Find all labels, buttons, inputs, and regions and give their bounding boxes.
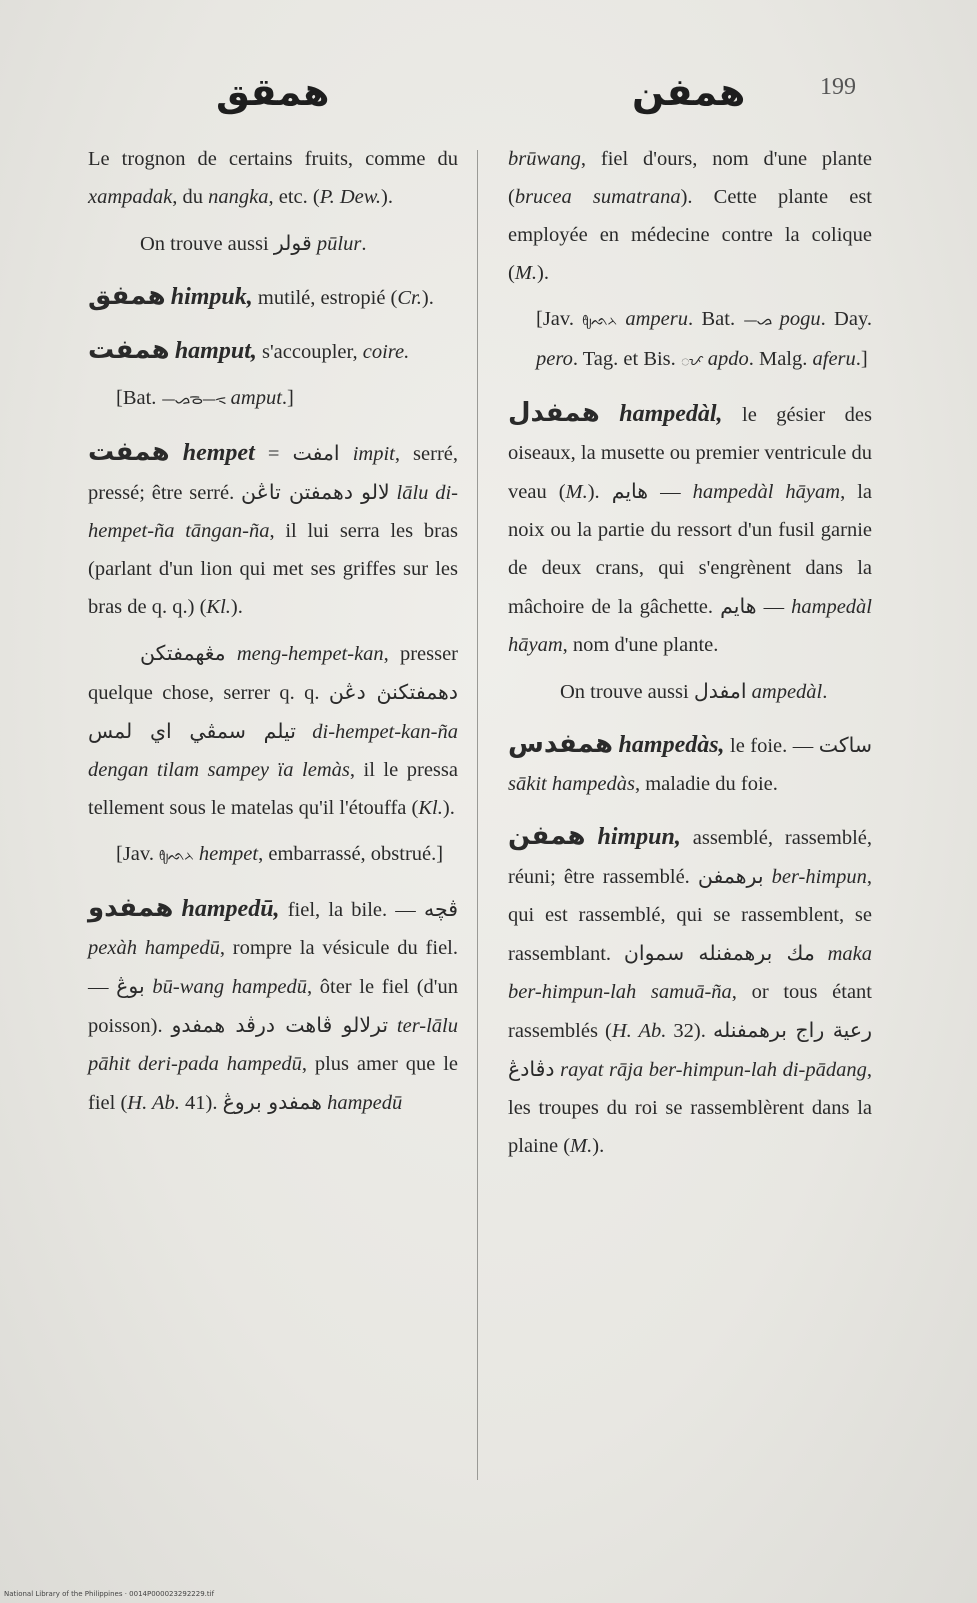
entry-meng-hempet-kan: مڠهمفتكن meng-hempet-kan, presser quelque chose, serrer q. q. دهمفتكنڽ دڠن تيلم سمڤي اي لمس di-hempet-kan-ña dengan tilam sampey ïa lemàs, il le pressa tellement sous le matelas qu'il l'étouffa (Kl.). — [88, 641, 459, 819]
right-column — [508, 140, 872, 1179]
scan-footer: National Library of the Philippines · 0014P000023292229.tif — [4, 1590, 215, 1598]
entry-continuation: Le trognon de certains fruits, comme du xampadak, du nangka, etc. (P. Dew.). — [88, 148, 458, 208]
entry-himpuk: همفق himpuk, mutilé, estropié (Cr.). — [88, 281, 434, 311]
entry-hampedal: همفدل hampedàl, le gésier des oiseaux, la musette ou premier ventricule du veau (M.). هايم — hampedàl hāyam, la noix ou la partie du ressort d'un fusil garnie de deux crans, qui s'engrènent dans la mâchoire de la gâchette. هايم — hampedàl hāyam, nom d'une plante. — [508, 398, 873, 656]
left-column — [88, 140, 458, 1136]
column-divider — [477, 150, 478, 1480]
entry-hampedu-continued: brūwang, fiel d'ours, nom d'une plante (brucea sumatrana). Cette plante est employée en médecine contre la colique (M.). — [508, 148, 872, 284]
entry-hamput-bat: [Bat. —ᯀᯉ—ᯑ amput.] — [116, 387, 294, 409]
entry-hampedas: همفدس hampedàs, le foie. — ساكت sākit hampedàs, maladie du foie. — [508, 729, 873, 795]
entry-note: On trouve aussi قولر pūlur. — [140, 231, 367, 255]
entry-hampedu-cognates: [Jav. ᦿᨒᨂ amperu. Bat. —ᯀ pogu. Day. pero. Tag. et Bis. ᜀᜉ apdo. Malg. aferu.] — [536, 308, 872, 370]
entry-himpun: همفن himpun, assemblé, rassemblé, réuni; être rassemblé. برهمفن ber-himpun, qui est rassemblé, qui se rassemblent, se rassemblant. مك برهمفنله سموان maka ber-himpun-lah samuā-ña, or tous étant rassemblés (H. Ab. 32). رعية راج برهمفنله دڤادڠ rayat rāja ber-himpun-lah di-pādang, les troupes du roi se rassemblèrent dans la plaine (M.). — [508, 821, 873, 1157]
entry-hempet: همفت hempet = امفت impit, serré, pressé; être serré. لالو دهمفتن تاڠن lālu di-hempet-ña tāngan-ña, il lui serra les bras (parlant d'un lion qui met ses griffes sur les bras de q. q.) (Kl.). — [88, 437, 458, 618]
entry-hampedu: همفدو hampedū, fiel, la bile. — ڤچه pexàh hampedū, rompre la vésicule du fiel. — بوڠ bū-wang hampedū, ôter le fiel (d'un poisson). ترلالو ڤاهت درڤد همفدو ter-lālu pāhit deri-pada hampedū, plus amer que le fiel (H. Ab. 41). همفدو بروڠ hampedū — [88, 893, 459, 1114]
entry-hampedal-note: On trouve aussi امفدل ampedàl. — [560, 679, 828, 703]
running-head-left: همقق — [216, 70, 330, 114]
entry-hempet-jav: [Jav. ᦿᨒᨂ hempet, embarrassé, obstrué.] — [116, 843, 444, 865]
running-head-right: همفن — [632, 70, 746, 114]
page-number: 199 — [820, 74, 856, 100]
entry-hamput: همفت hamput, s'accoupler, coire. — [88, 335, 410, 365]
